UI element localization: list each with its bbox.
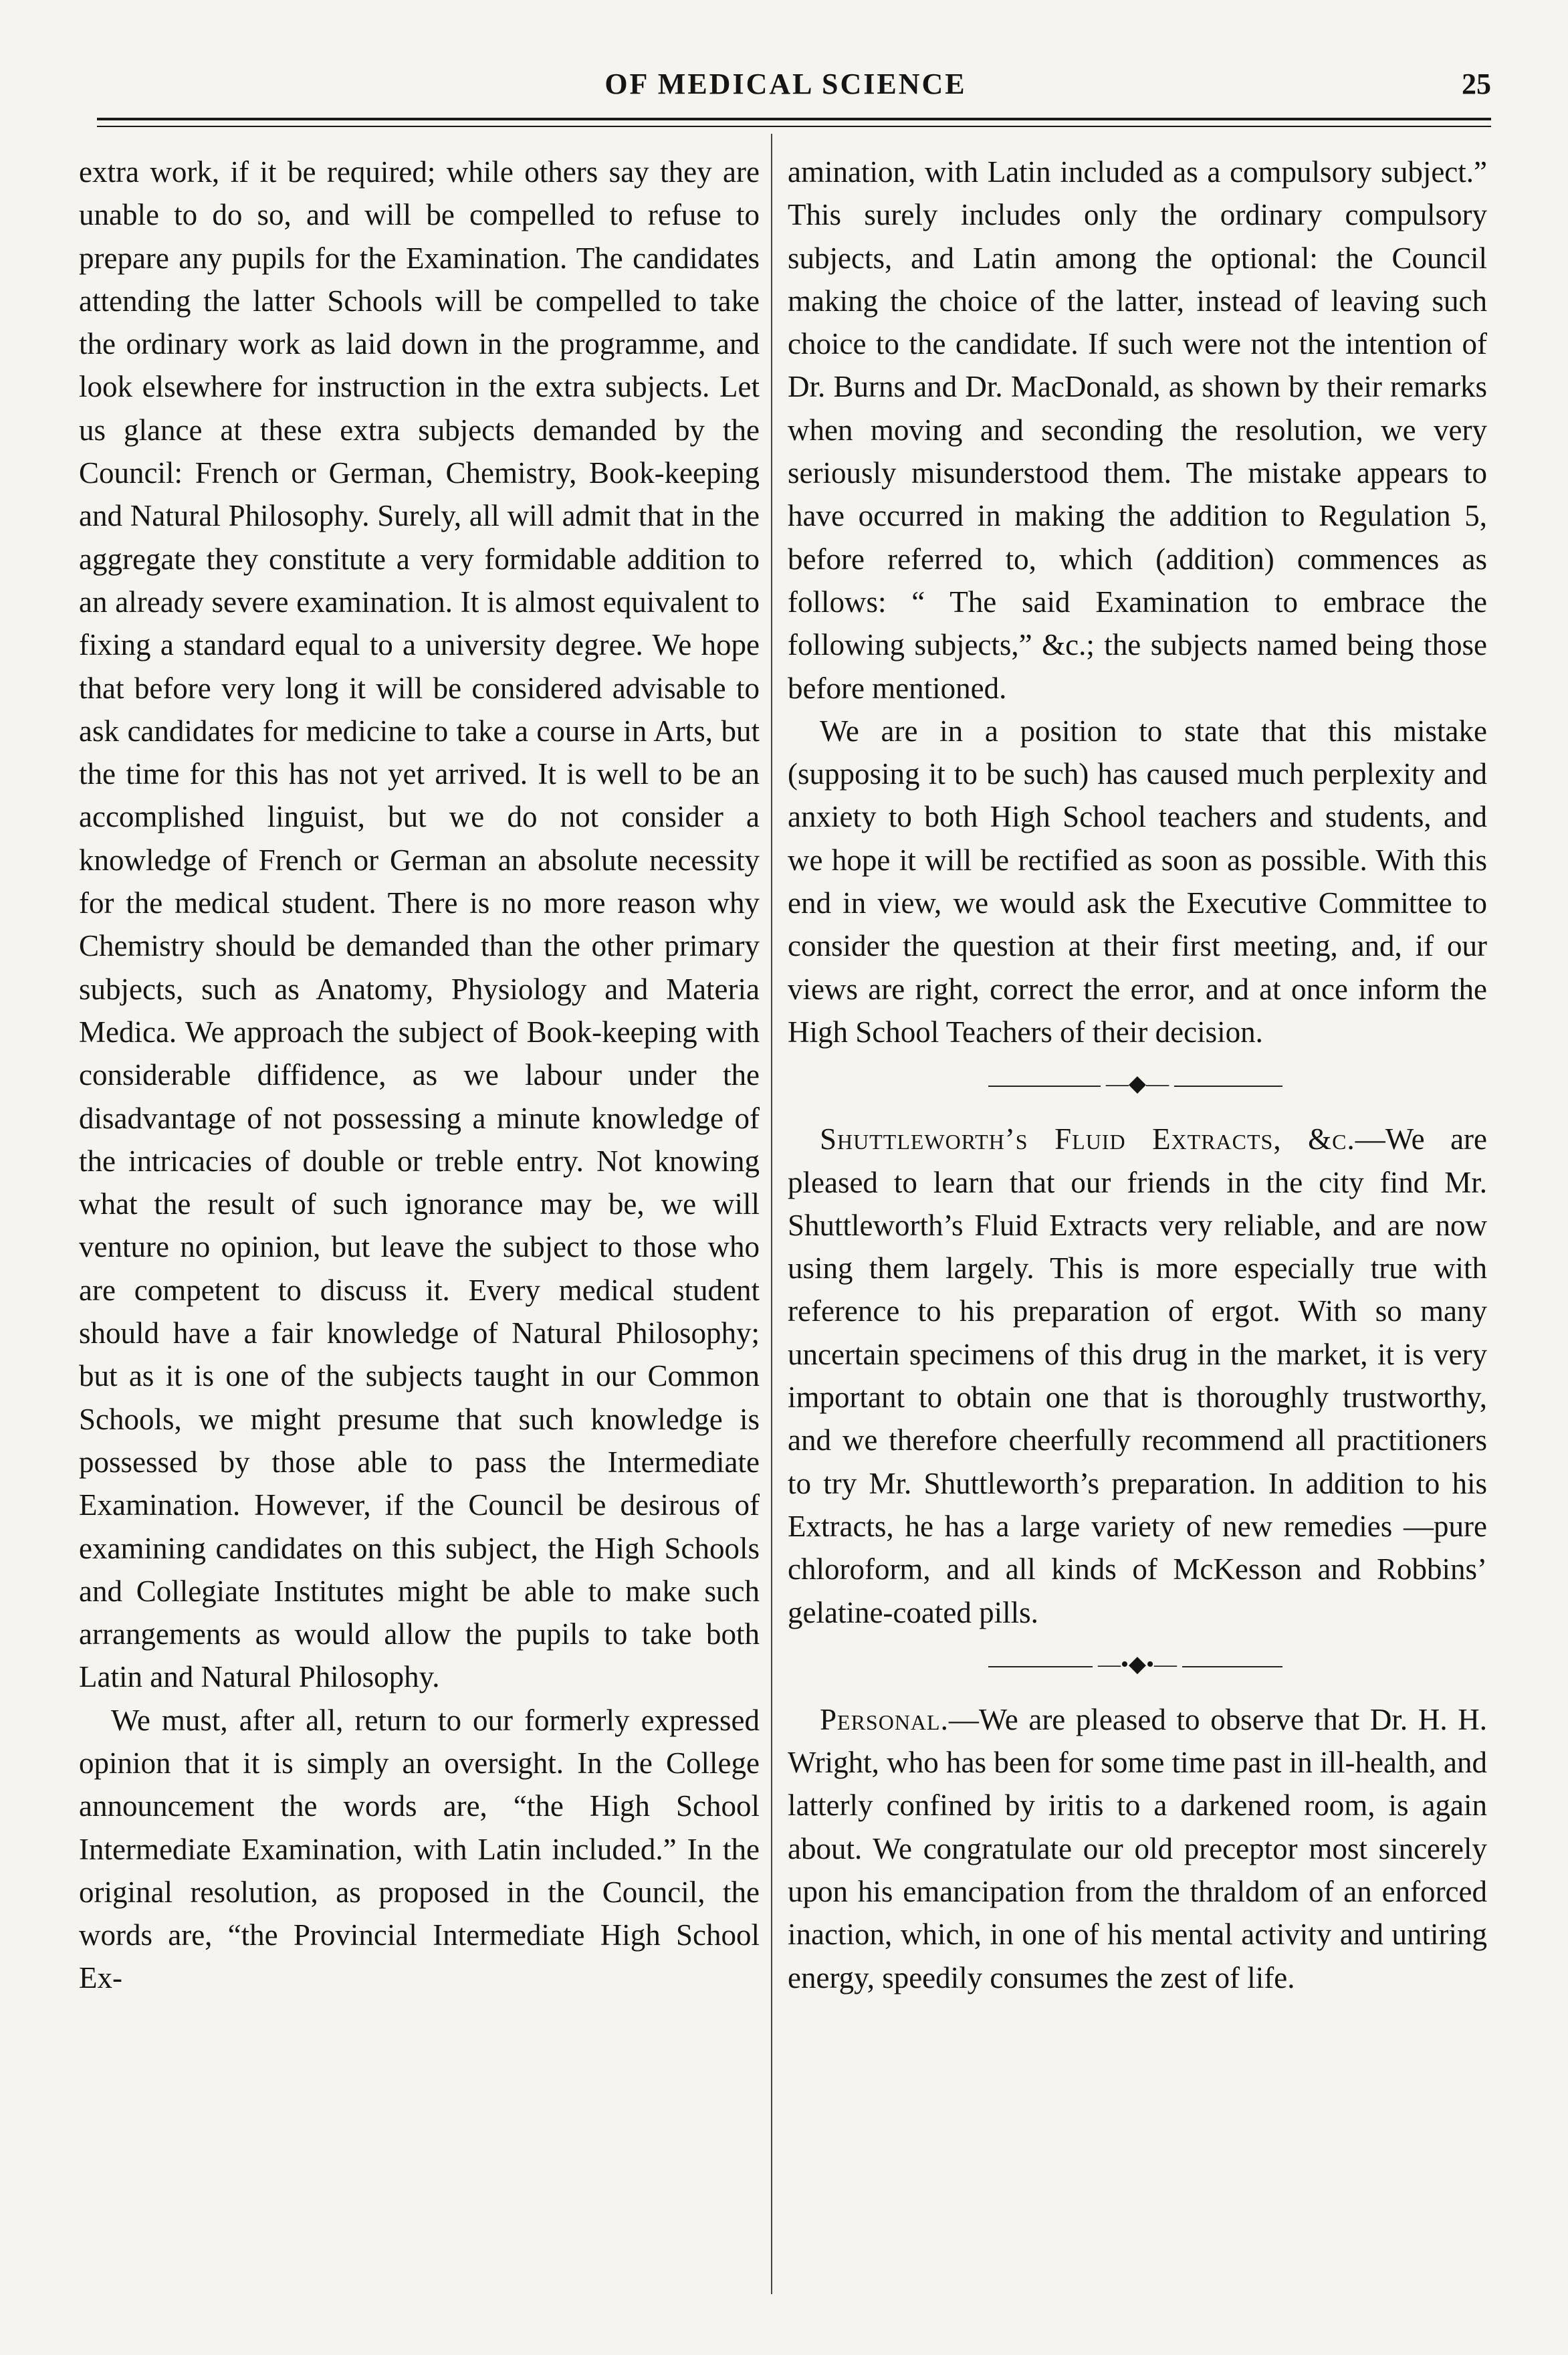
personal-paragraph [788,1698,1487,1999]
page-number: 25 [1462,68,1491,100]
running-head [80,67,1491,120]
section-separator-2 [788,1634,1487,1698]
section-separator-1 [788,1053,1487,1118]
separator-ornament: —•◆•— [1093,1652,1182,1677]
left-column [79,150,760,2000]
shuttleworth-body: —We are pleased to learn that our friends in the city find Mr. Shuttleworth’s Fluid Extracts very reliable, and are now using them largely. This is more especially true with reference to his preparation of ergot. With so many uncertain specimens of this drug in the market, it is very important to obtain one that is thoroughly trustworthy, and we therefore cheerfully recommend all practitioners to try Mr. Shuttleworth’s preparation. In addition to his Extracts, he has a large variety of new remedies —pure chloroform, and all kinds of McKesson and Robbins’ gelatine-coated pills. [788,1122,1488,1629]
column-divider [771,134,772,2294]
personal-body: —We are pleased to observe that Dr. H. H. Wright, who has been for some time past in ill-health, and latterly confined by iritis to a darkened room, is again about. We congratulate our old preceptor most sincerely upon his emancipation from the thraldom of an enforced inaction, which, in one of his mental activity and untiring energy, speedily consumes the zest of life. [788,1702,1487,1994]
shuttleworth-heading: Shuttleworth’s Fluid Extracts, &c. [820,1122,1355,1156]
right-paragraph-2: We are in a position to state that this mistake (supposing it to be such) has caused much perplexity and anxiety to both High School teachers and students, and we hope it will be rectified as soon as possible. With this end in view, we would ask the Executive Committee to consider the question at their first meeting, and, if our views are right, correct the error, and at once inform the High School Teachers of their decision. [788,714,1487,1049]
left-paragraph-2: We must, after all, return to our formerly expressed opinion that it is simply an oversight. In the College announcement the words are, “the High School Intermediate Examination, with Latin included.” In the original resolution, as proposed in the Council, the words are, “the Provincial Intermediate High School Ex- [79,1703,760,1995]
header-rule-thin [97,126,1491,127]
left-paragraph-1: extra work, if it be required; while others say they are unable to do so, and will be compelled to refuse to prepare any pupils for the Examination. The candidates attending the latter Schools will be compelled to take the ordinary work as laid down in the programme, and look elsewhere for instruction in the extra subjects. Let us glance at these extra subjects demanded by the Council: French or German, Chemistry, Book-keeping and Natural Philosophy. Surely, all will admit that in the aggregate they constitute a very formidable addition to an already severe examination. It is almost equivalent to fixing a standard equal to a university degree. We hope that before very long it will be considered advisable to ask candidates for medicine to take a course in Arts, but the time for this has not yet arrived. It is well to be an accomplished linguist, but we do not consider a knowledge of French or German an absolute necessity for the medical student. There is no more reason why Chemistry should be demanded than the other primary subjects, such as Anatomy, Physiology and Materia Medica. We approach the subject of Book-keeping with considerable diffidence, as we labour under the disadvantage of not possessing a minute knowledge of the intricacies of double or treble entry. Not knowing what the result of such ignorance may be, we will venture no opinion, but leave the subject to those who are competent to discuss it. Every medical student should have a fair knowledge of Natural Philosophy; but as it is one of the subjects taught in our Common Schools, we might presume that such knowledge is possessed by those able to pass the Intermediate Examination. However, if the Council be desirous of examining candidates on this subject, the High Schools and Collegiate Institutes might be able to make such arrangements as would allow the pupils to take both Latin and Natural Philosophy. [79,155,760,1694]
right-paragraph-1: amination, with Latin included as a compulsory subject.” This surely includes only the ordinary compulsory subjects, and Latin among the optional: the Council making the choice of the latter, instead of leaving such choice to the candidate. If such were not the intention of Dr. Burns and Dr. MacDonald, as shown by their remarks when moving and seconding the resolution, we very seriously misunderstood them. The mistake appears to have occurred in making the addition to Regulation 5, before referred to, which (addition) commences as follows: “ The said Examination to embrace the following subjects,” &c.; the subjects named being those before mentioned. [788,155,1487,705]
right-column [788,150,1487,1999]
personal-heading: Personal. [820,1702,949,1736]
header-rule [97,118,1491,120]
page-title: OF MEDICAL SCIENCE [604,68,967,100]
separator-ornament: —◆— [1101,1071,1174,1096]
shuttleworth-paragraph [788,1118,1487,1634]
